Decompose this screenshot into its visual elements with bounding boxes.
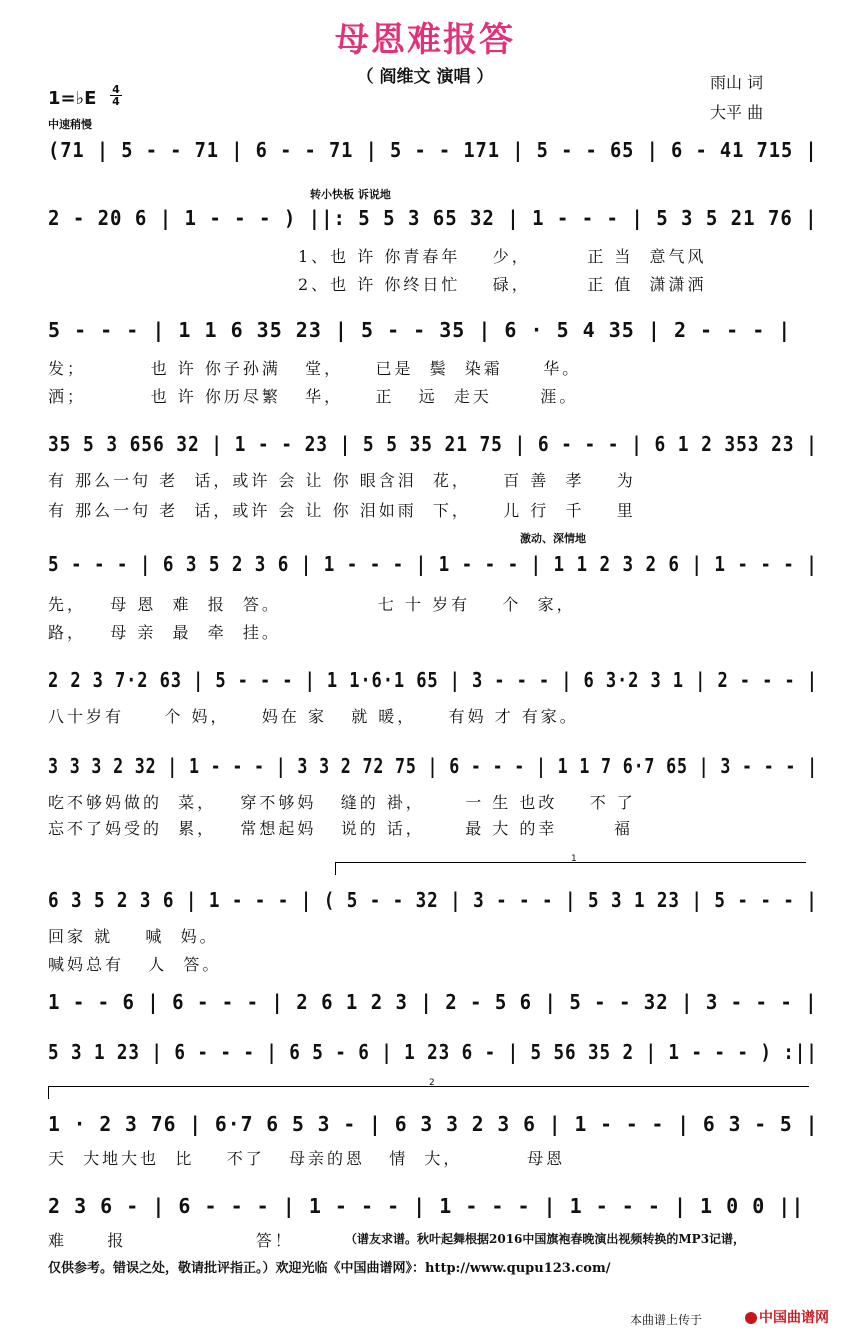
score-line-9	[48, 990, 818, 1022]
site-logo	[745, 1307, 829, 1327]
score-line-8	[48, 888, 818, 920]
lyric-3b: 洒； 也 许 你历尽繁 华， 正 远 走天 涯。	[48, 387, 579, 406]
key-signature	[48, 83, 120, 109]
lyric-8b: 喊妈总有 人 答。	[48, 955, 222, 974]
score-line-2	[48, 206, 818, 238]
time-bottom: 4	[112, 95, 120, 108]
time-top: 4	[110, 84, 122, 96]
hint-emotion: 激动、深情地	[520, 532, 586, 545]
lyric-4a: 有 那么一句 老 话，或许 会 让 你 眼含泪 花， 百 善 孝 为	[48, 471, 636, 490]
page-title: 母恩难报答	[335, 20, 515, 60]
lyric-4b: 有 那么一句 老 话，或许 会 让 你 泪如雨 下， 儿 行 千 里	[48, 501, 636, 520]
notes-11: 1 · 2 3 76 | 6·7 6 5 3 - | 6 3 3 2 3 6 | 1 - - - | 6 3 - 5 |	[48, 1112, 819, 1136]
lyricist: 雨山 词	[710, 73, 764, 92]
notes-1: (71 | 5 - - 71 | 6 - - 71 | 5 - - 171 | 5 - - 65 | 6 - 41 715 |	[48, 138, 818, 162]
time-signature	[110, 84, 122, 107]
lyric-8a: 回家 就 喊 妈。	[48, 927, 219, 946]
lyric-7a: 吃不够妈做的 菜， 穿不够妈 缝的 褂， 一 生 也改 不 了	[48, 793, 636, 812]
lyric-11: 天 大地大也 比 不了 母亲的恩 情 大， 母恩	[48, 1149, 566, 1168]
notes-9: 1 - - 6 | 6 - - - | 2 6 1 2 3 | 2 - 5 6 | 5 - - 32 | 3 - - - |	[48, 990, 818, 1014]
score-line-6	[48, 668, 818, 700]
site-name: 中国曲谱网	[759, 1310, 829, 1326]
remark-line-2: 仅供参考。错误之处，敬请批评指正。）欢迎光临《中国曲谱网》：http://www.qupu123.com/	[48, 1261, 611, 1276]
score-line-5	[48, 552, 818, 584]
score-line-11	[48, 1112, 818, 1144]
notes-5: 5 - - - | 6 3 5 2 3 6 | 1 - - - | 1 - - - | 1 1 2 3 2 6 | 1 - - - |	[48, 552, 818, 576]
lyric-2a: 1、也 许 你青春年 少， 正 当 意气风	[298, 247, 707, 266]
score-line-12	[48, 1194, 818, 1226]
notes-6: 2 2 3 7·2 63 | 5 - - - | 1 1·6·1 65 | 3 - - - | 6 3·2 3 1 | 2 - - - |	[48, 668, 818, 692]
lyric-6: 八十岁有 个 妈， 妈在 家 就 暖， 有妈 才 有家。	[48, 707, 579, 726]
notes-4: 35 5 3 656 32 | 1 - - 23 | 5 5 35 21 75 | 6 - - - | 6 1 2 353 23 |	[48, 432, 818, 456]
score-line-3	[48, 318, 818, 350]
performer: （ 阎维文 演唱 ）	[356, 67, 494, 87]
notes-3: 5 - - - | 1 1 6 35 23 | 5 - - 35 | 6 · 5 4 35 | 2 - - - |	[48, 318, 792, 342]
remark-line-1: （谱友求谱。秋叶起舞根据2016中国旗袍春晚演出视频转换的MP3记谱，	[345, 1232, 746, 1246]
lyric-12: 难 报 答！	[48, 1231, 294, 1250]
notes-7: 3 3 3 2 32 | 1 - - - | 3 3 2 72 75 | 6 - - - | 1 1 7 6·7 65 | 3 - - - |	[48, 754, 818, 778]
lyric-7b: 忘不了妈受的 累， 常想起妈 说的 话， 最 大 的幸 福	[48, 819, 633, 838]
upload-note: 本曲谱上传于	[630, 1313, 703, 1327]
lyric-2b: 2、也 许 你终日忙 碌， 正 值 潇潇洒	[298, 275, 707, 294]
lyric-5b: 路， 母 亲 最 牵 挂。	[48, 623, 281, 642]
logo-icon	[745, 1312, 757, 1324]
notes-8: 6 3 5 2 3 6 | 1 - - - | ( 5 - - 32 | 3 - - - | 5 3 1 23 | 5 - - - |	[48, 888, 818, 912]
score-line-7	[48, 754, 818, 786]
key-label: 1=♭E	[48, 88, 97, 109]
lyric-3a: 发； 也 许 你子孙满 堂， 已是 鬓 染霜 华。	[48, 359, 582, 378]
composer: 大平 曲	[710, 103, 764, 122]
score-line-10	[48, 1040, 818, 1072]
score-line-4	[48, 432, 818, 464]
score-line-1	[48, 138, 818, 170]
volta-1: 1	[335, 862, 806, 875]
notes-12: 2 3 6 - | 6 - - - | 1 - - - | 1 - - - | 1 - - - | 1 0 0 ||	[48, 1194, 805, 1218]
notes-2: 2 - 20 6 | 1 - - - ) ||: 5 5 3 65 32 | 1 - - - | 5 3 5 21 76 |	[48, 206, 818, 230]
volta-2: 2	[48, 1086, 809, 1099]
hint-tempo-change: 转小快板 诉说地	[310, 188, 391, 201]
lyric-5a: 先， 母 恩 难 报 答。 七 十 岁有 个 家，	[48, 595, 576, 614]
notes-10: 5 3 1 23 | 6 - - - | 6 5 - 6 | 1 23 6 - | 5 56 35 2 | 1 - - - ) :||	[48, 1040, 818, 1064]
tempo-mark: 中速稍慢	[48, 118, 92, 131]
